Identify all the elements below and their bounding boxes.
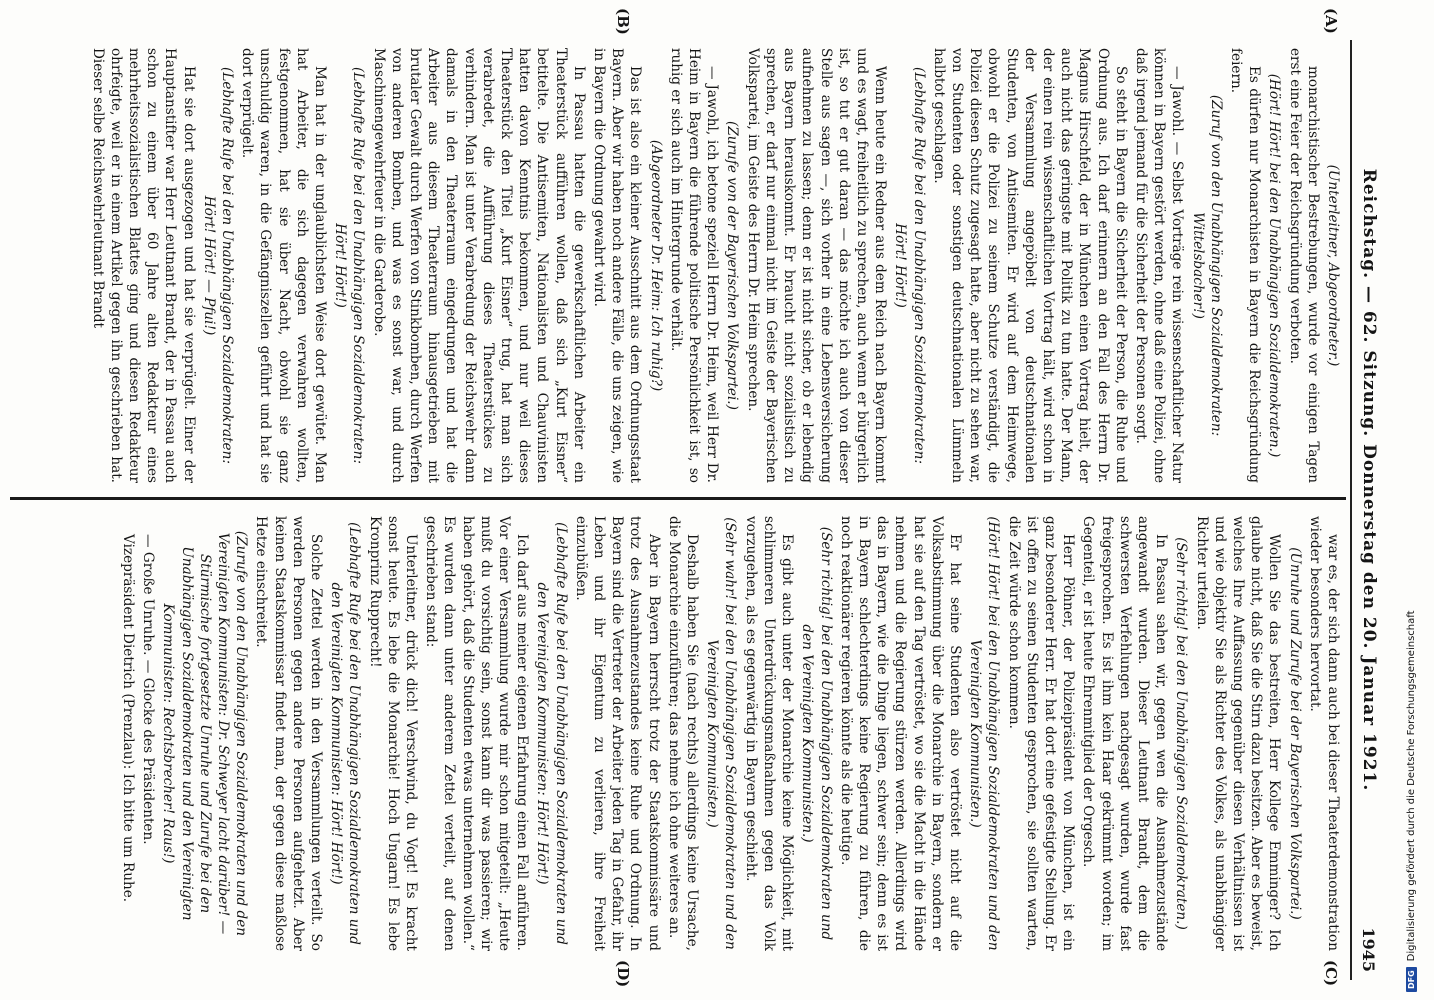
interjection: (Hört! Hört! bei den Unabhängigen Sozialdemokraten.) [1266, 73, 1283, 458]
paragraph: — Jawohl, ich betone speziell Herrn Dr. Heim, weil Herr Dr. Heim in Bayern die führende politische Persönlichkeit ist, so ruhig er sich auch im Hintergrunde verhält. [667, 48, 721, 483]
paragraph: Hat sie dort ausgezogen und hat sie verprügelt. Einer der Hauptanstifter war Herr Leutnant Brandt, der in Passau auch schon zu einem über 60 Jahre alten Redakteur eines mehrheitssozialistischen Blattes ging und diesen Redakteur ohrfeigte, weil er in einem Artikel gegen ihn geschrieben hat. Dieser selbe Reichswehrleutnant Brandt [89, 48, 197, 483]
interjection: (Zurufe von der Bayerischen Volkspartei.) [724, 121, 741, 410]
paragraph: Deshalb haben Sie (nach rechts) allerdings keine Ursache, die Monarchie einzuführen; das nehme ich ohne weiteres an. [665, 516, 701, 951]
paragraph: war es, der sich dann auch bei dieser Theaterdemonstration wieder besonders hervortat. [1306, 516, 1341, 951]
interjection: (Zurufe von den Unabhängigen Sozialdemokraten und den Vereinigten Kommunisten: Dr. Schweyer lacht darüber! — Stürmische fortgesetzte Unruhe und Zurufe bei den Unabhängigen Sozialdemokraten und den Vereinigten Kommunisten: Rechtsbrecher! Raus!) [160, 530, 250, 937]
paragraph: Es dürfen nur Monarchisten in Bayern die Reichsgründung feiern. [1227, 48, 1263, 483]
paragraph: monarchistischer Bestrebungen, wurde vor einigen Tagen erst eine Feier der Reichsgründung verboten. [1286, 48, 1321, 483]
header-rule [1350, 40, 1352, 980]
interjection: (Abgeordneter Dr. Heim: Ich ruhig?) [647, 139, 664, 392]
interjection: (Unterleitner, Abgeordneter.) [1325, 164, 1341, 367]
interjection: (Lebhafte Rufe bei den Unabhängigen Sozialdemokraten: Hört! Hört! — Pfui!) [200, 67, 236, 464]
side-strip [1398, 0, 1432, 1000]
interjection: (Lebhafte Rufe bei den Unabhängigen Sozialdemokraten: Hört! Hört!) [332, 67, 367, 464]
margin-letter-a: (A) [1322, 8, 1340, 34]
paragraph: In Passau hatten die gewerkschaftlichen Arbeiter ein Theaterstück aufführen wollen, daß sich „Kurt Eisner“ betitelte. Die Antisemiten, Nationalisten und Chauvinisten hatten davon Kenntnis bekommen, und nur weil dieses Theaterstück den Titel „Kurt Eisner“ trug, hat man sich verabredet, die Aufführung dieses Theaterstückes zu verhindern. Man ist unter Verabredung der Reichswehr dann damals in den Theaterraum eingedrungen und hat die Arbeiter aus diesem Theaterraum hinausgetrieben mit brutaler Gewalt durch Werfen von Stinkbomben, durch Werfen von anderen Bomben, und was es sonst war, und durch Maschinengewehrfeuer in die Garderobe. [370, 48, 587, 483]
column-divider [10, 497, 1346, 500]
interjection: (Sehr wahr! bei den Unabhängigen Sozialdemokraten und den Vereinigten Kommunisten.) [704, 517, 739, 950]
paragraph: Solche Zettel werden in den Versammlungen verteilt. So werden Personen gegen andere Personen aufgehetzt. Aber keinen Staatskommissar findet man, der gegen diese maßlose Hetze einschreitet. [253, 516, 325, 951]
margin-letter-c: (C) [1322, 960, 1340, 987]
paragraph: Er hat seine Studenten also vertröstet nicht auf die Volksabstimmung über die Monarchie in Bayern, sondern er hat sie auf den Tag vertröstet, wo sie die Macht in die Hände nehmen und die Regierung stürzen werden. Allerdings wird das in Bayern, wie die Dinge liegen, schwer sein; denn es ist in Bayern schlechterdings keine Regierung zu führen, die noch reaktionärer regieren könnte als die heutige. [837, 516, 963, 951]
interjection: (Lebhafte Rufe bei den Unabhängigen Sozialdemokraten und den Vereinigten Kommunisten: Hört! Hört!) [534, 522, 569, 945]
paragraph: Wollen Sie das bestreiten, Herr Kollege Emminger? Ich glaube nicht, daß Sie die Stirn dazu besitzen. Aber es beweist, welches Ihre Auffassung gegenüber diesen Verhältnissen ist und wie objektiv Sie als Richter des Volkes, als unabhängiger Richter urteilen. [1193, 516, 1283, 951]
page-header [1356, 48, 1382, 972]
margin-letter-b: (B) [614, 8, 632, 35]
paragraph: In Passau sahen wir, gegen wen die Ausnahmezustände angewandt wurden. Dieser Leutnant Brandt, dem die schwersten Verfehlungen nachgesagt wurden, wurde fast freigesprochen. Es ist ihm kein Haar gekrümmt worden; im Gegenteil, er ist heute Ehrenmitglied der Orgesch. [1080, 516, 1170, 951]
paragraph: Unterleitner, drück dich! Verschwind, du Vogt! Es kracht sonst heute. Es lebe die Monarchie! Hoch Ungarn! Es lebe Kronprinz Rupprecht! [366, 516, 420, 951]
right-column [12, 516, 1342, 951]
paragraph: So steht in Bayern die Sicherheit der Person, die Ruhe und Ordnung aus. Ich darf erinnern an den Fall des Herrn Dr. Magnus Hirschfeld, der in München einen Vortrag hielt, der auch nicht das geringste mit Politik zu tun hatte. Der Mann, der einen rein wissenschaftlichen Vortrag hält, wird schon in der Versammlung angepöbelt von deutschnationalen Studenten, von Antisemiten. Er wird auf dem Heimwege, obwohl er die Polizei zu seinem Schutze verständigt, die Polizei diesen Schutz zugesagt hatte, aber nicht zu sehen war, von Studenten oder sonstigen deutschnationalen Lümmeln halbtot geschlagen. [930, 48, 1129, 483]
paragraph: Es gibt auch unter der Monarchie keine Möglichkeit, mit schlimmeren Unterdrückungsmaßnahmen gegen das Volk vorzugehen, als es gegenwärtig in Bayern geschieht. [742, 516, 796, 951]
dfg-logo-icon: DFG [1406, 967, 1417, 992]
interjection: (Hört! Hört! bei den Unabhängigen Sozialdemokraten und den Vereinigten Kommunisten.) [967, 516, 1002, 951]
left-column [12, 48, 1342, 483]
paragraph: Man hat in der unglaublichsten Weise dort gewütet. Man hat Arbeiter, die sich dagegen verwahren wollten, festgenommen, hat sie über Nacht, obwohl sie ganz unschuldig waren, in die Gefängniszellen geführt und hat sie dort verprügelt. [239, 48, 329, 483]
paragraph: Ich darf aus meiner eigenen Erfahrung einen Fall anführen. Vor einer Versammlung wurde mir schon mitgeteilt: „Heute mußt du vorsichtig sein, sonst kann dir was passieren; wir haben gehört, daß die Studenten etwas unternehmen wollen.“ Es wurden dann unter anderem Zettel verteilt, auf denen geschrieben stand: [423, 516, 531, 951]
paragraph: — Große Unruhe. — Glocke des Präsidenten. [140, 534, 157, 845]
paragraph: Das ist also ein kleiner Ausschnitt aus dem Ordnungsstaat Bayern. Aber wir haben noch andere Fälle, die uns zeigen, wie in Bayern die Ordnung gewahrt wird. [591, 48, 644, 483]
interjection: (Unruhe und Zurufe bei der Bayerischen Volkspartei.) [1286, 547, 1303, 920]
header-title: Reichstag. — 62. Sitzung. Donnerstag den 20. Januar 1921. [1359, 168, 1379, 792]
margin-letter-d: (D) [614, 960, 632, 988]
interjection: (Lebhafte Rufe bei den Unabhängigen Sozialdemokraten: Hört! Hört!) [892, 67, 927, 464]
paragraph: Aber in Bayern herrscht trotz der Staatskommissäre und trotz des Ausnahmezustandes keine Ruhe und Ordnung. In Bayern sind die Vertreter der Arbeiter jeden Tag in Gefahr, ihr Leben und ihr Eigentum zu verlieren, ihre Freiheit einzubüßen. [572, 516, 662, 951]
paragraph: — Jawohl. — Selbst Vorträge rein wissenschaftlicher Natur können in Bayern gestört werden, ohne daß eine Polizei, ohne daß irgend jemand für die Sicherheit der Personen sorgt. [1132, 48, 1186, 483]
interjection: (Zuruf von den Unabhängigen Sozialdemokraten: Wittelsbacher!) [1189, 94, 1224, 437]
paragraph: Herr Pöhner, der Polizeipräsident von München, ist ein ganz besonderer Herr. Er hat dort eine gefestigte Stellung. Er ist offen zu seinen Studenten gesprochen, sie sollten warten, die Zeit würde schon kommen. [1005, 516, 1077, 951]
funding-note [1406, 2, 1417, 992]
page-number: 1945 [1359, 927, 1379, 972]
paragraph: Wenn heute ein Redner aus dem Reich nach Bayern kommt und es wagt, freiheitlich zu sprechen, auch wenn er bürgerlich ist, so tut er gut daran — das möchte ich auch von dieser Stelle aus sagen —, sich vorher in eine Lebensversicherung aufnehmen zu lassen; denn er ist nicht sicher, ob er lebendig aus Bayern herauskommt. Er braucht nicht sozialistisch zu sprechen, er darf nur einmal nicht im Geiste der Bayerischen Volkspartei, im Geiste des Herrn Dr. Heim sprechen. [744, 48, 889, 483]
interjection: (Sehr richtig! bei den Unabhängigen Sozialdemokraten und den Vereinigten Kommunisten.) [799, 526, 834, 941]
funding-text: Digitalisierung gefördert durch die Deutsche Forschungsgemeinschaft [1406, 610, 1417, 962]
interjection: (Sehr richtig! bei den Unabhängigen Sozialdemokraten.) [1173, 537, 1190, 930]
paragraph: Vizepräsident Dietrich (Prenzlau): Ich bitte um Ruhe. [120, 534, 136, 903]
interjection: (Lebhafte Rufe bei den Unabhängigen Sozialdemokraten und den Vereinigten Kommunisten: Hört! Hört!) [328, 522, 363, 945]
